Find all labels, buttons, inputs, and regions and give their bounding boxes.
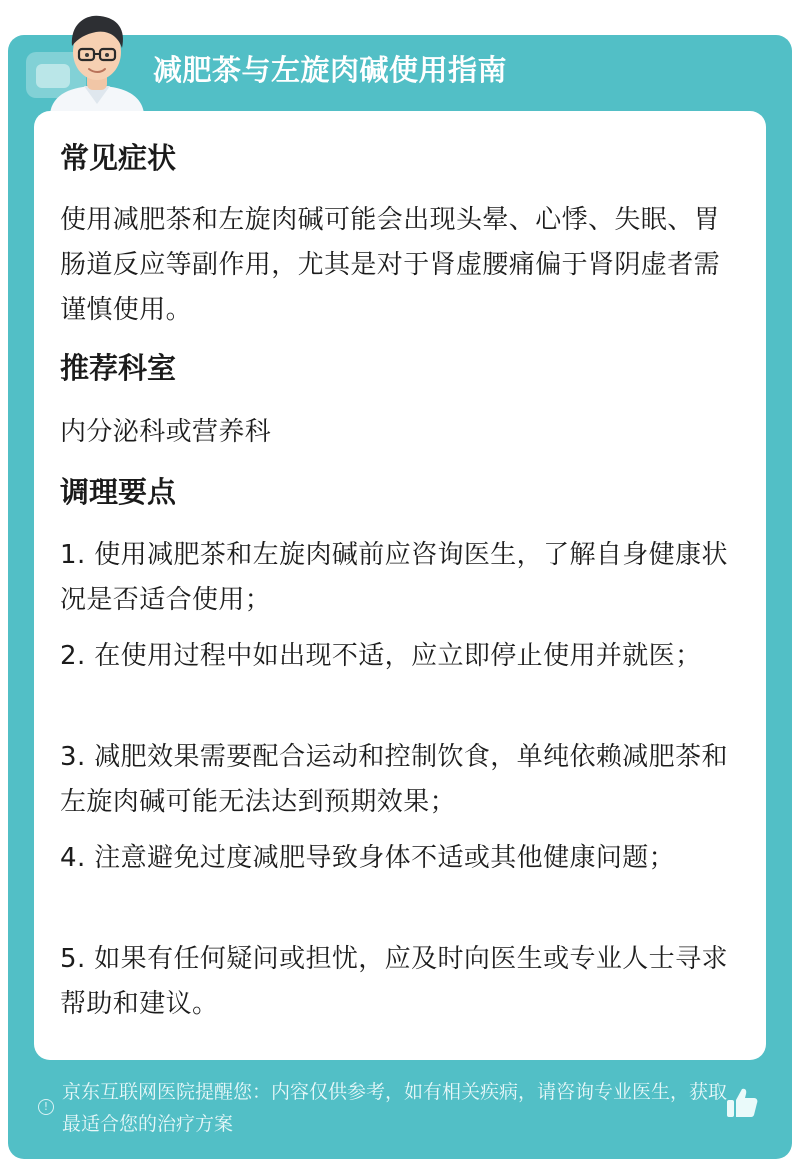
section-heading-symptoms: 常见症状 bbox=[60, 141, 177, 175]
tip-item-2: 2. 在使用过程中如出现不适，应立即停止使用并就医； bbox=[60, 641, 702, 671]
tip-item-5: 5. 如果有任何疑问或担忧，应及时向医生或专业人士寻求帮助和建议。 bbox=[60, 944, 728, 1019]
page-title: 减肥茶与左旋肉碱使用指南 bbox=[153, 53, 508, 87]
info-icon: ! bbox=[38, 1099, 54, 1115]
department-text: 内分泌科或营养科 bbox=[60, 417, 272, 447]
section-heading-department: 推荐科室 bbox=[60, 351, 177, 385]
symptoms-text: 使用减肥茶和左旋肉碱可能会出现头晕、心悸、失眠、胃肠道反应等副作用，尤其是对于肾虚腰痛偏于肾阴虚者需谨慎使用。 bbox=[60, 205, 721, 325]
tip-item-4: 4. 注意避免过度减肥导致身体不适或其他健康问题； bbox=[60, 843, 676, 873]
tip-item-3: 3. 减肥效果需要配合运动和控制饮食，单纯依赖减肥茶和左旋肉碱可能无法达到预期效果； bbox=[60, 742, 728, 817]
footer-disclaimer: 京东互联网医院提醒您：内容仅供参考，如有相关疾病，请咨询专业医生，获取最适合您的治疗方案 bbox=[62, 1081, 728, 1135]
section-heading-tips: 调理要点 bbox=[60, 475, 177, 509]
doctor-avatar bbox=[42, 6, 152, 114]
tip-item-1: 1. 使用减肥茶和左旋肉碱前应咨询医生，了解自身健康状况是否适合使用； bbox=[60, 540, 728, 615]
thumbs-up-icon[interactable] bbox=[724, 1085, 760, 1121]
